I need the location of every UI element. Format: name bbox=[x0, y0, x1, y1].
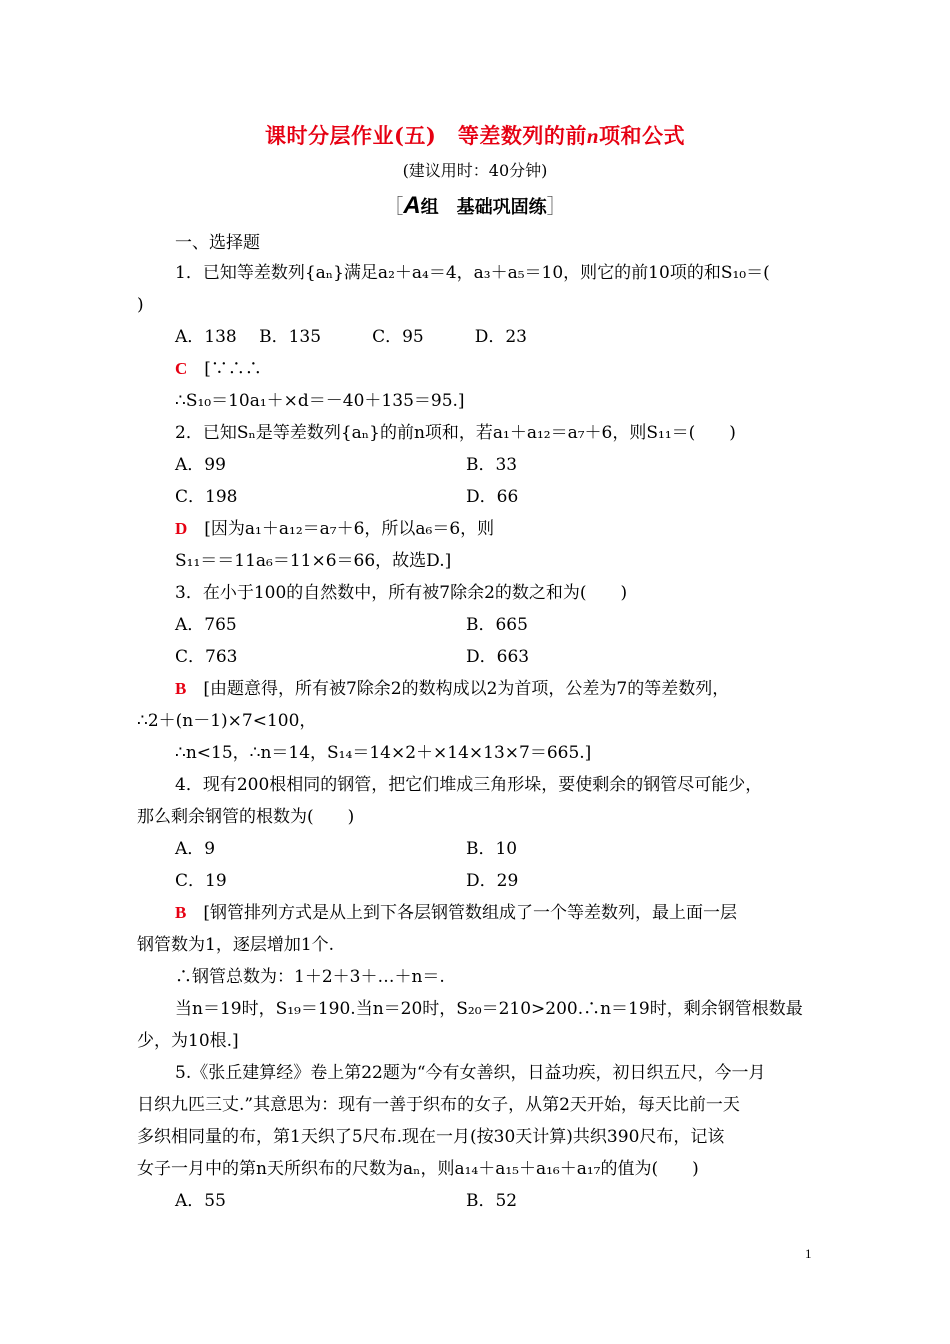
q1-stem-end: ) bbox=[137, 295, 144, 315]
q4-stem: 4．现有200根相同的钢管，把它们堆成三角形垛，要使剩余的钢管尽可能少， bbox=[175, 775, 763, 795]
q4-answer-line2: 钢管数为1，逐层增加1个. bbox=[137, 935, 335, 955]
q4-answer: B [钢管排列方式是从上到下各层钢管数组成了一个等差数列，最上面一层 bbox=[175, 903, 737, 923]
q2-option-c: C．198 bbox=[175, 487, 238, 507]
q5-stem-line2: 日织九匹三丈.”其意思为：现有一善于织布的女子，从第2天开始，每天比前一天 bbox=[137, 1095, 740, 1115]
q2-option-b: B．33 bbox=[466, 455, 518, 475]
q4-option-c: C．19 bbox=[175, 871, 227, 891]
q2-answer-line2: S₁₁＝＝11a₆＝11×6＝66，故选D.] bbox=[175, 551, 452, 571]
q4-answer-line5: 少，为10根.] bbox=[137, 1031, 239, 1051]
q4-option-b: B．10 bbox=[466, 839, 518, 859]
q4-stem-line2: 那么剩余钢管的根数为( ) bbox=[137, 807, 355, 827]
time-suggestion: (建议用时：40分钟) bbox=[402, 161, 548, 180]
q3-stem: 3．在小于100的自然数中，所有被7除余2的数之和为( ) bbox=[175, 583, 628, 603]
q4-option-d: D．29 bbox=[466, 871, 519, 891]
answer-letter: D bbox=[175, 519, 188, 538]
q5-stem-line1: 5.《张丘建算经》卷上第22题为“今有女善织，日益功疾，初日织五尺，今一月 bbox=[175, 1063, 766, 1083]
q3-answer: B [由题意得，所有被7除余2的数构成以2为首项，公差为7的等差数列， bbox=[175, 679, 730, 699]
q1-answer-line2: ∴S₁₀＝10a₁＋×d＝－40＋135＝95.] bbox=[175, 391, 465, 411]
q4-answer-line3: ∴钢管总数为：1＋2＋3＋…＋n＝. bbox=[175, 967, 445, 987]
q5-stem-line4: 女子一月中的第n天所织布的尺数为aₙ，则a₁₄＋a₁₅＋a₁₆＋a₁₇的值为( ) bbox=[137, 1159, 699, 1179]
q4-option-a: A．9 bbox=[175, 839, 216, 859]
q5-stem-line3: 多织相同量的布，第1天织了5尺布.现在一月(按30天计算)共织390尺布，记该 bbox=[137, 1127, 725, 1147]
q2-answer: D [因为a₁＋a₁₂＝a₇＋6，所以a₆＝6，则 bbox=[175, 519, 495, 539]
q2-option-d: D．66 bbox=[466, 487, 519, 507]
q3-option-a: A．765 bbox=[175, 615, 237, 635]
q4-answer-line4: 当n＝19时，S₁₉＝190.当n＝20时，S₂₀＝210>200.∴n＝19时，剩余钢管根数最 bbox=[175, 999, 803, 1019]
q5-option-b: B．52 bbox=[466, 1191, 518, 1211]
q3-answer-line3: ∴n<15，∴n＝14，S₁₄＝14×2＋×14×13×7＝665.] bbox=[175, 743, 592, 763]
q1-answer: C [∵∴∴ bbox=[175, 359, 262, 379]
q1-options: A．138 B．135 C．95 D．23 bbox=[175, 327, 527, 347]
page-title: 课时分层作业(五) 等差数列的前n项和公式 bbox=[264, 123, 686, 148]
q5-option-a: A．55 bbox=[175, 1191, 226, 1211]
q1-stem: 1．已知等差数列{aₙ}满足a₂＋a₄＝4，a₃＋a₅＝10，则它的前10项的和S₁₀＝( bbox=[175, 263, 770, 283]
q3-answer-line2: ∴2＋(n－1)×7<100， bbox=[137, 711, 317, 731]
section-heading: 一、选择题 bbox=[175, 233, 260, 253]
q2-stem: 2．已知Sₙ是等差数列{aₙ}的前n项和，若a₁＋a₁₂＝a₇＋6，则S₁₁＝( ) bbox=[175, 423, 736, 443]
answer-letter: B bbox=[175, 903, 187, 922]
q3-option-d: D．663 bbox=[466, 647, 530, 667]
page-number: 1 bbox=[805, 1246, 812, 1261]
q3-option-b: B．665 bbox=[466, 615, 528, 635]
answer-letter: C bbox=[175, 359, 188, 378]
group-heading: ［A组 基础巩固练］ bbox=[383, 192, 567, 219]
answer-letter: B bbox=[175, 679, 187, 698]
q2-option-a: A．99 bbox=[175, 455, 226, 475]
q3-option-c: C．763 bbox=[175, 647, 238, 667]
